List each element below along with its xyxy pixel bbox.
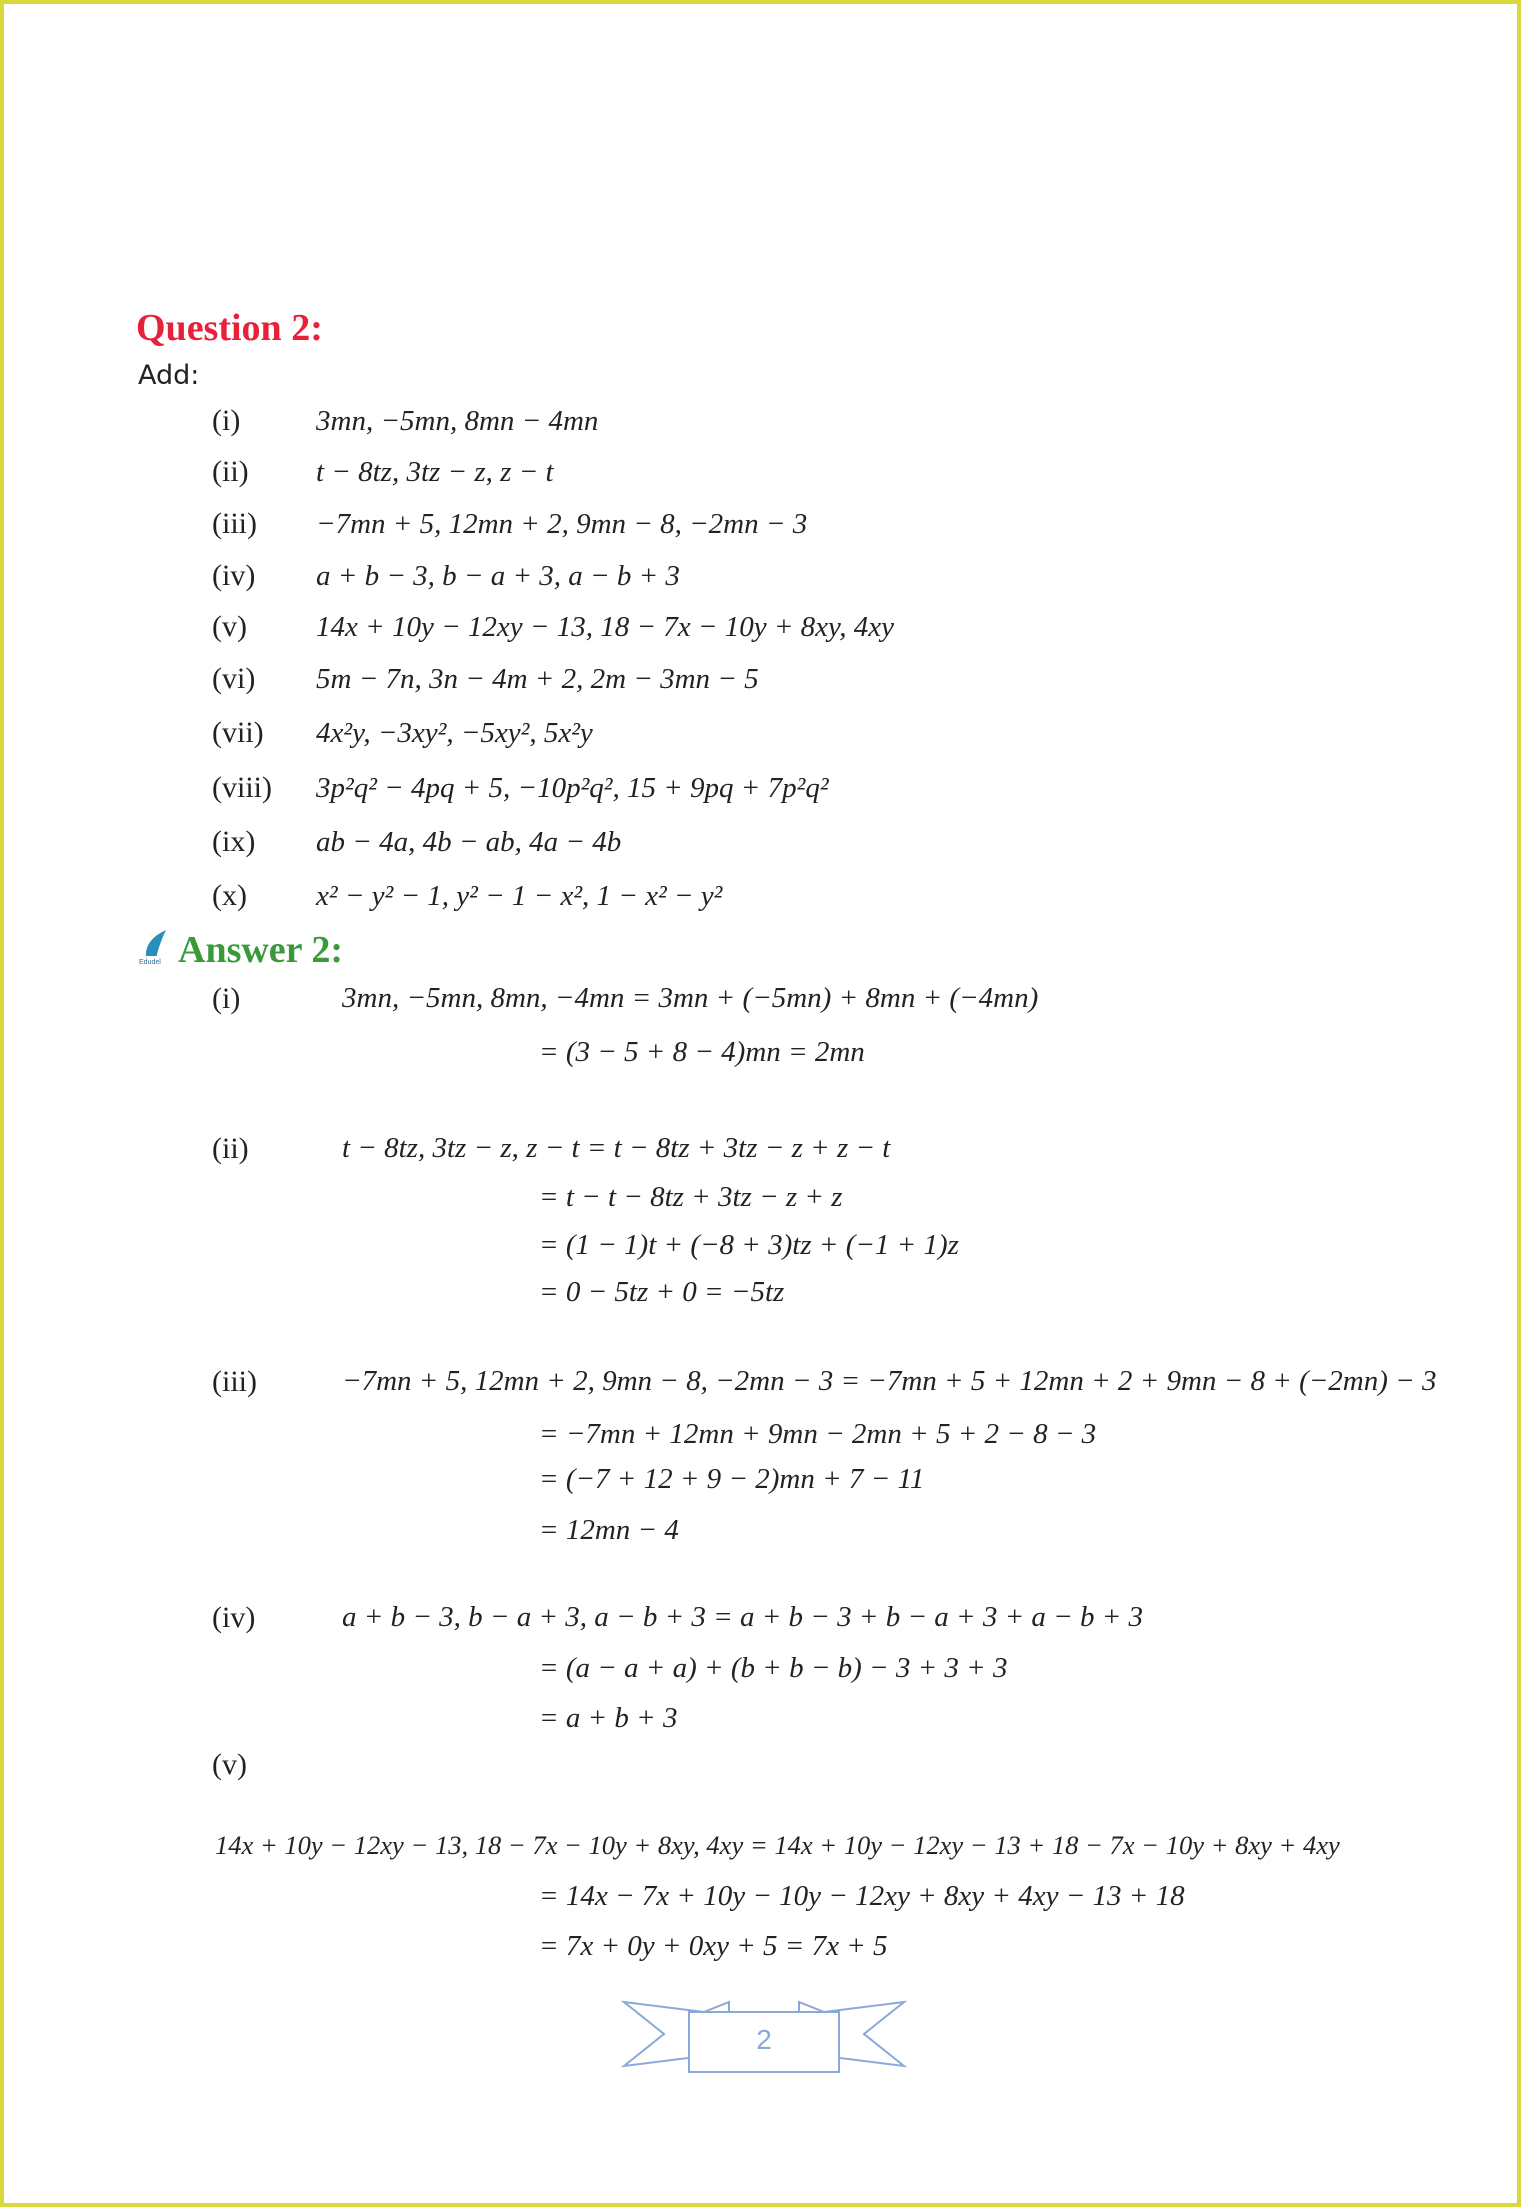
question-item-expression: 5m − 7n, 3n − 4m + 2, 2m − 3mn − 5: [316, 663, 759, 695]
answer-step-line: = (−7 + 12 + 9 − 2)mn + 7 − 11: [539, 1463, 925, 1495]
answer-step-line: = −7mn + 12mn + 9mn − 2mn + 5 + 2 − 8 − 3: [539, 1418, 1097, 1450]
question-item-label: (x): [212, 879, 247, 912]
answer-part-label: (iv): [212, 1601, 256, 1634]
answer-step-line: a + b − 3, b − a + 3, a − b + 3 = a + b − 3 + b − a + 3 + a − b + 3: [342, 1601, 1144, 1633]
question-item-expression: 3mn, −5mn, 8mn − 4mn: [316, 405, 599, 437]
answer-step-line: = (3 − 5 + 8 − 4)mn = 2mn: [539, 1036, 865, 1068]
page-number: 2: [756, 2024, 772, 2055]
question-item-label: (vi): [212, 662, 256, 695]
question-item-expression: ab − 4a, 4b − ab, 4a − 4b: [316, 826, 622, 858]
question-item-expression: t − 8tz, 3tz − z, z − t: [316, 456, 554, 488]
edudel-logo-icon: [136, 928, 172, 966]
answer-step-line: = 7x + 0y + 0xy + 5 = 7x + 5: [539, 1930, 888, 1962]
answer-step-line: = 12mn − 4: [539, 1514, 679, 1546]
question-item-expression: x² − y² − 1, y² − 1 − x², 1 − x² − y²: [316, 880, 723, 912]
answer-step-line: = (a − a + a) + (b + b − b) − 3 + 3 + 3: [539, 1652, 1008, 1684]
answer-step-line: t − 8tz, 3tz − z, z − t = t − 8tz + 3tz − z + z − t: [342, 1132, 891, 1164]
question-item-label: (i): [212, 404, 241, 437]
question-item-label: (v): [212, 610, 247, 643]
question-item-expression: 14x + 10y − 12xy − 13, 18 − 7x − 10y + 8xy, 4xy: [316, 611, 895, 643]
question-title: Question 2:: [136, 307, 323, 349]
question-item-label: (ii): [212, 455, 249, 488]
answer-step-line: = a + b + 3: [539, 1702, 678, 1734]
question-item-expression: 3p²q² − 4pq + 5, −10p²q², 15 + 9pq + 7p²q²: [316, 772, 829, 804]
answer-title: Answer 2:: [178, 929, 344, 971]
answer-part-label: (i): [212, 982, 241, 1015]
question-item-label: (iii): [212, 507, 257, 540]
answer-part-label: (iii): [212, 1365, 257, 1398]
answer-step-line: = t − t − 8tz + 3tz − z + z: [539, 1181, 843, 1213]
question-item-label: (ix): [212, 825, 256, 858]
question-item-label: (vii): [212, 716, 264, 749]
question-item-expression: 4x²y, −3xy², −5xy², 5x²y: [316, 717, 593, 749]
question-prompt: Add:: [138, 360, 200, 391]
answer-step-line: = (1 − 1)t + (−8 + 3)tz + (−1 + 1)z: [539, 1229, 959, 1261]
answer-step-line: = 14x − 7x + 10y − 10y − 12xy + 8xy + 4xy − 13 + 18: [539, 1880, 1185, 1912]
answer-step-line: = 0 − 5tz + 0 = −5tz: [539, 1276, 785, 1308]
svg-text:Edudel: Edudel: [139, 959, 161, 966]
answer-part-label: (ii): [212, 1132, 249, 1165]
answer-step-line: −7mn + 5, 12mn + 2, 9mn − 8, −2mn − 3 = −7mn + 5 + 12mn + 2 + 9mn − 8 + (−2mn) − 3: [342, 1365, 1437, 1397]
answer-step-line: 14x + 10y − 12xy − 13, 18 − 7x − 10y + 8xy, 4xy = 14x + 10y − 12xy − 13 + 18 − 7x − 10y + 8xy + 4xy: [215, 1830, 1340, 1860]
question-item-label: (viii): [212, 771, 272, 804]
question-item-expression: −7mn + 5, 12mn + 2, 9mn − 8, −2mn − 3: [316, 508, 808, 540]
answer-part-label: (v): [212, 1748, 247, 1781]
answer-step-line: 3mn, −5mn, 8mn, −4mn = 3mn + (−5mn) + 8mn + (−4mn): [342, 982, 1039, 1014]
question-item-expression: a + b − 3, b − a + 3, a − b + 3: [316, 560, 680, 592]
question-item-label: (iv): [212, 559, 256, 592]
